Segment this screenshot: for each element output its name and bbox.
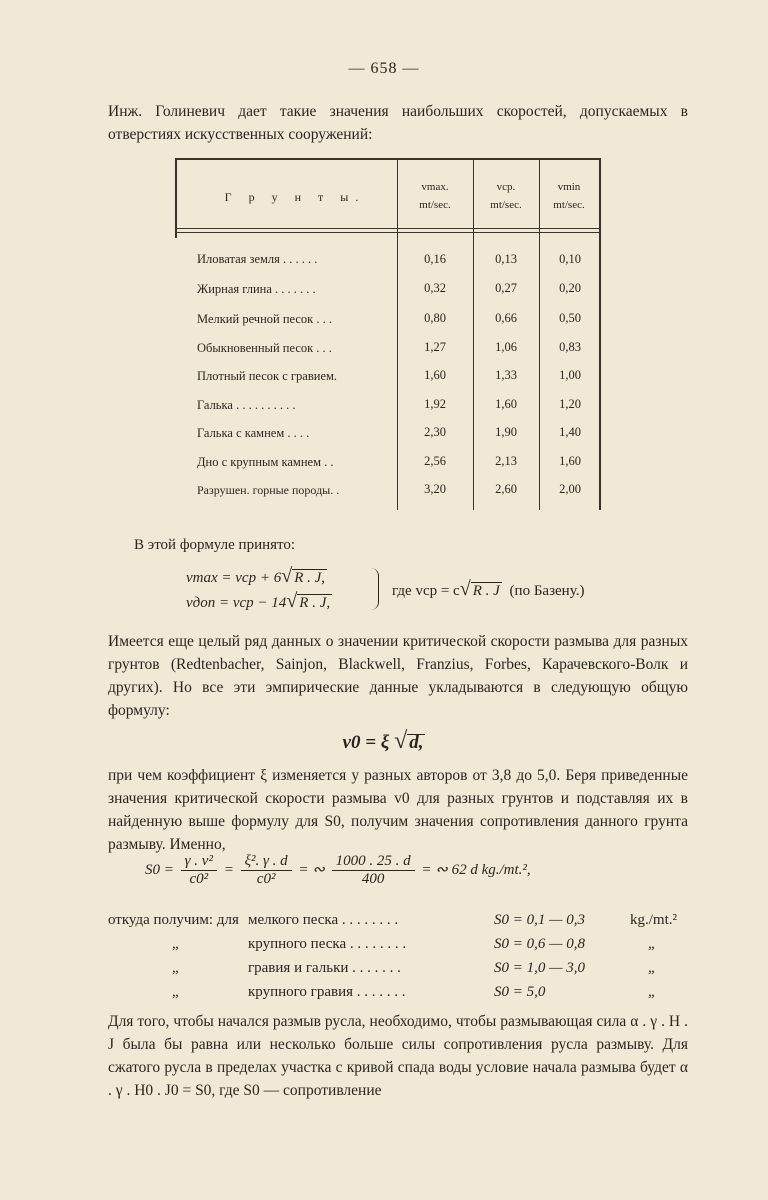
result-material: гравия и гальки . . . . . . . bbox=[248, 960, 401, 976]
result-value: S0 = 5,0 bbox=[494, 984, 546, 1000]
cell-vmax: 1,27 bbox=[424, 340, 446, 354]
radical-icon: √ bbox=[286, 590, 298, 612]
result-material: крупного песка . . . . . . . . bbox=[248, 936, 407, 952]
header-vmin-top: vmin bbox=[557, 181, 581, 193]
s0-f3-den: 400 bbox=[361, 871, 385, 887]
table-header-rule-1 bbox=[175, 228, 601, 229]
s0-fraction-3 bbox=[332, 853, 415, 888]
result-value: S0 = 0,1 — 0,3 bbox=[494, 912, 585, 928]
cell-vcp: 1,60 bbox=[495, 397, 517, 411]
result-unit: „ bbox=[648, 984, 655, 1000]
s0-eq2: = ∾ bbox=[298, 861, 325, 878]
header-vmin-unit: mt/sec. bbox=[553, 199, 585, 211]
s0-lhs: S0 = bbox=[145, 861, 174, 878]
formula-vmax-radicand: R . J, bbox=[294, 570, 326, 586]
header-vmin bbox=[539, 178, 599, 214]
paragraph-erosion-start: Для того, чтобы начался размыв русла, необходимо, чтобы размывающая сила α . γ . H . J была бы равна или несколько больше силы сопротивления русла размыву. Для сжатого русла в пределах участка с кривой спада воды условие начала размыва будет α . γ . H0 . J0 = S0, где S0 — сопротивление bbox=[108, 1013, 688, 1099]
result-prefix: откуда получим: для bbox=[108, 912, 239, 928]
main-formula-left: v0 = ξ bbox=[342, 732, 390, 753]
cell-vcp: 1,06 bbox=[495, 340, 517, 354]
formula-bazen-note: (по Базену.) bbox=[509, 583, 585, 599]
result-prefix: „ bbox=[172, 960, 179, 976]
cell-vcp: 0,66 bbox=[495, 311, 517, 325]
page-number: — 658 — bbox=[348, 60, 420, 77]
paragraph-critical-velocity: Имеется еще целый ряд данных о значении критической скорости размыва для разных грунтов (Redtenbacher, Sainjon, Blackwell, Franzius, Forbes, Карачевского-Волк и других). Но все эти эмпирические данные укладываются в следующую общую формулу: bbox=[108, 633, 688, 719]
main-formula-radicand: d, bbox=[409, 732, 424, 753]
formula-bazen bbox=[392, 578, 584, 601]
header-vcp bbox=[473, 178, 539, 214]
formula-where: где vср = c bbox=[392, 583, 460, 599]
result-unit: „ bbox=[648, 936, 655, 952]
formula-vmax-left: vmax = vср + 6 bbox=[186, 570, 282, 586]
table-header-rule-2 bbox=[175, 232, 601, 233]
result-value: S0 = 0,6 — 0,8 bbox=[494, 936, 585, 952]
cell-vmin: 1,60 bbox=[559, 454, 581, 468]
row-label: Галька с камнем . . . . bbox=[197, 426, 310, 440]
header-vcp-unit: mt/sec. bbox=[490, 199, 522, 211]
header-vmax-top: vmax. bbox=[421, 181, 449, 193]
row-label: Иловатая земля . . . . . . bbox=[197, 252, 318, 266]
result-value: S0 = 1,0 — 3,0 bbox=[494, 960, 585, 976]
s0-f2-num: ξ². γ . d bbox=[241, 853, 292, 871]
formula-vdop-left: vдоп = vср − 14 bbox=[186, 595, 287, 611]
cell-vcp: 0,27 bbox=[495, 281, 517, 295]
formula-vdop bbox=[186, 590, 332, 613]
result-prefix: „ bbox=[172, 984, 179, 1000]
row-label: Жирная глина . . . . . . . bbox=[197, 282, 316, 296]
cell-vmin: 1,00 bbox=[559, 368, 581, 382]
cell-vmax: 0,80 bbox=[424, 311, 446, 325]
cell-vcp: 0,13 bbox=[495, 252, 517, 266]
cell-vcp: 1,33 bbox=[495, 368, 517, 382]
header-vmax bbox=[397, 178, 473, 214]
header-vmax-unit: mt/sec. bbox=[419, 199, 451, 211]
s0-f3-num: 1000 . 25 . d bbox=[332, 853, 415, 871]
cell-vmin: 0,83 bbox=[559, 340, 581, 354]
cell-vmax: 0,32 bbox=[424, 281, 446, 295]
formula-vmax bbox=[186, 565, 327, 588]
result-unit: kg./mt.² bbox=[630, 912, 677, 928]
result-material: мелкого песка . . . . . . . . bbox=[248, 912, 399, 928]
cell-vcp: 2,13 bbox=[495, 454, 517, 468]
s0-eq1: = bbox=[223, 861, 234, 878]
radical-icon: √ bbox=[394, 728, 408, 754]
cell-vmin: 0,20 bbox=[559, 281, 581, 295]
header-vcp-top: vср. bbox=[496, 181, 516, 193]
main-formula bbox=[0, 728, 768, 755]
result-prefix: „ bbox=[172, 936, 179, 952]
formula-brace bbox=[366, 568, 379, 610]
cell-vmax: 0,16 bbox=[424, 252, 446, 266]
row-label: Разрушен. горные породы. . bbox=[197, 483, 340, 497]
cell-vmin: 2,00 bbox=[559, 482, 581, 496]
cell-vmin: 1,40 bbox=[559, 425, 581, 439]
row-label: Обыкновенный песок . . . bbox=[197, 341, 332, 355]
table-top-border bbox=[175, 158, 601, 160]
s0-equation bbox=[145, 853, 531, 888]
paragraph-coefficient: при чем коэффициент ξ изменяется у разных авторов от 3,8 до 5,0. Беря приведенные значения критической скорости размыва v0 для разных грунтов и подставляя их в найденную выше формулу для S0, получим значения сопротивления данного грунта размыву. Именно, bbox=[108, 767, 688, 853]
result-material: крупного гравия . . . . . . . bbox=[248, 984, 406, 1000]
s0-tail: = ∾ 62 d kg./mt.², bbox=[421, 861, 531, 878]
s0-f1-num: γ . v² bbox=[181, 853, 217, 871]
cell-vmin: 1,20 bbox=[559, 397, 581, 411]
cell-vmin: 0,50 bbox=[559, 311, 581, 325]
cell-vmax: 1,60 bbox=[424, 368, 446, 382]
formula-vdop-radicand: R . J, bbox=[299, 595, 331, 611]
row-label: Дно с крупным камнем . . bbox=[197, 455, 334, 469]
table-left-border bbox=[175, 158, 177, 238]
radical-icon: √ bbox=[281, 565, 293, 587]
formula-where-radicand: R . J bbox=[472, 583, 500, 599]
s0-fraction-1 bbox=[181, 853, 217, 888]
s0-fraction-2 bbox=[241, 853, 292, 888]
s0-f1-den: c0² bbox=[189, 871, 209, 887]
cell-vcp: 2,60 bbox=[495, 482, 517, 496]
intro-paragraph: Инж. Голиневич дает такие значения наибольших скоростей, допускаемых в отверстиях искусственных сооружений: bbox=[108, 103, 688, 143]
result-unit: „ bbox=[648, 960, 655, 976]
cell-vmax: 2,30 bbox=[424, 425, 446, 439]
cell-vmax: 1,92 bbox=[424, 397, 446, 411]
row-label: Галька . . . . . . . . . . bbox=[197, 398, 296, 412]
cell-vmin: 0,10 bbox=[559, 252, 581, 266]
formula-intro: В этой формуле принято: bbox=[134, 537, 296, 553]
row-label: Плотный песок с гравием. bbox=[197, 369, 338, 383]
cell-vmax: 3,20 bbox=[424, 482, 446, 496]
s0-f2-den: c0² bbox=[256, 871, 276, 887]
cell-vmax: 2,56 bbox=[424, 454, 446, 468]
radical-icon: √ bbox=[459, 578, 471, 600]
velocity-table bbox=[175, 158, 601, 510]
row-label: Мелкий речной песок . . . bbox=[197, 312, 333, 326]
cell-vcp: 1,90 bbox=[495, 425, 517, 439]
header-grounds: Г р у н т ы. bbox=[224, 190, 366, 204]
